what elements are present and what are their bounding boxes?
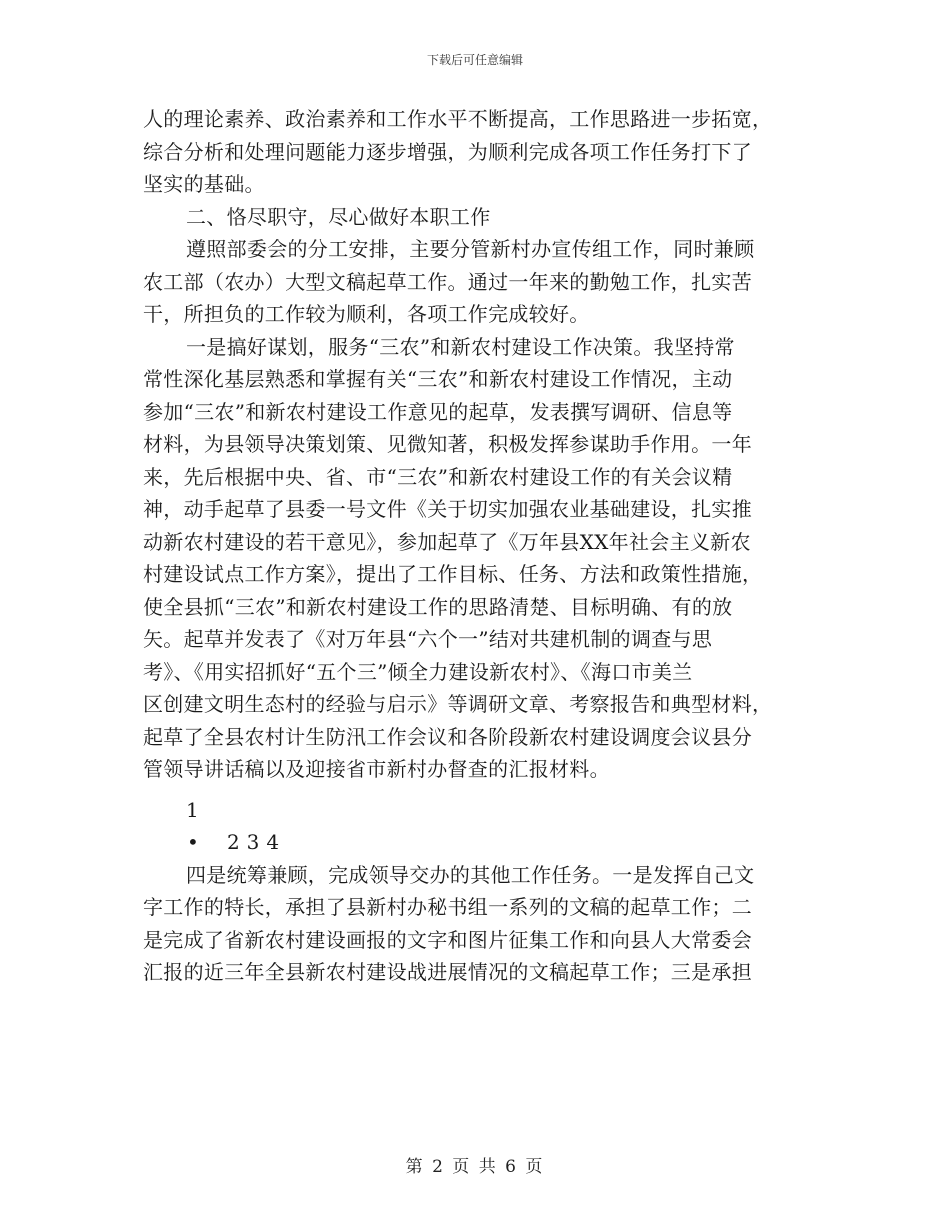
paragraph-line: 村建设试点工作方案》，提出了工作目标、任务、方法和政策性措施， [143,562,763,586]
bullet-symbol: • [187,830,200,854]
paragraph-line: 起草了全县农村计生防汛工作会议和各阶段新农村建设调度会议县分 [143,724,752,749]
paragraph-line: 综合分析和处理问题能力逐步增强，为顺利完成各项工作任务打下了 [143,139,752,164]
paragraph-line: 坚实的基础。 [143,172,265,196]
paragraph-line: 干，所担负的工作较为顺利，各项工作完成较好。 [143,302,590,326]
page-marker: 1 [186,797,200,822]
paragraph-line: 字工作的特长，承担了县新村办秘书组一系列的文稿的起草工作；二 [143,895,752,919]
page-footer: 第 2 页 共 6 页 [405,1157,545,1177]
page-header: 下载后可任意编辑 [426,53,523,67]
document-body [143,103,808,989]
paragraph-line: 常性深化基层熟悉和掌握有关“三农”和新农村建设工作情况，主动 [143,367,733,391]
bullet-list-item [143,826,808,859]
section-heading: 二、恪尽职守，尽心做好本职工作 [186,204,491,229]
paragraph-line: 矢。起草并发表了《对万年县“六个一”结对共建机制的调查与思 [143,627,713,651]
paragraph-line: 四是统筹兼顾，完成领导交办的其他工作任务。一是发挥自己文 [186,862,755,887]
paragraph-line: 汇报的近三年全县新农村建设战进展情况的文稿起草工作；三是承担 [143,960,752,984]
paragraph-line: 人的理论素养、政治素养和工作水平不断提高，工作思路进一步拓宽， [143,107,773,131]
paragraph-line: 参加“三农”和新农村建设工作意见的起草，发表撰写调研、信息等 [143,399,733,424]
paragraph-line: 农工部（农办）大型文稿起草工作。通过一年来的勤勉工作，扎实苦 [143,269,752,294]
paragraph-line: 神，动手起草了县委一号文件《关于切实加强农业基础建设，扎实推 [143,497,752,521]
paragraph-line: 来，先后根据中央、省、市“三农”和新农村建设工作的有关会议精 [143,464,733,489]
bullet-text: 2 3 4 [227,830,280,854]
paragraph-line: 考》、《用实招抓好“五个三”倾全力建设新农村》、《海口市美兰 [143,659,693,684]
paragraph-line: 材料，为县领导决策划策、见微知著，积极发挥参谋助手作用。一年 [143,432,752,456]
paragraph-line: 使全县抓“三农”和新农村建设工作的思路清楚、目标明确、有的放 [143,594,733,619]
paragraph-line: 动新农村建设的若干意见》，参加起草了《万年县XX年社会主义新农 [143,529,751,554]
paragraph-line: 管领导讲话稿以及迎接省市新村办督查的汇报材料。 [143,757,610,781]
paragraph-line: 是完成了省新农村建设画报的文字和图片征集工作和向县人大常委会 [143,927,752,952]
paragraph-line: 区创建文明生态村的经验与启示》等调研文章、考察报告和典型材料， [143,692,773,716]
paragraph-line: 一是搞好谋划，服务“三农”和新农村建设工作决策。我坚持常 [186,334,735,359]
paragraph-line: 遵照部委会的分工安排，主要分管新村办宣传组工作，同时兼顾 [186,237,755,261]
